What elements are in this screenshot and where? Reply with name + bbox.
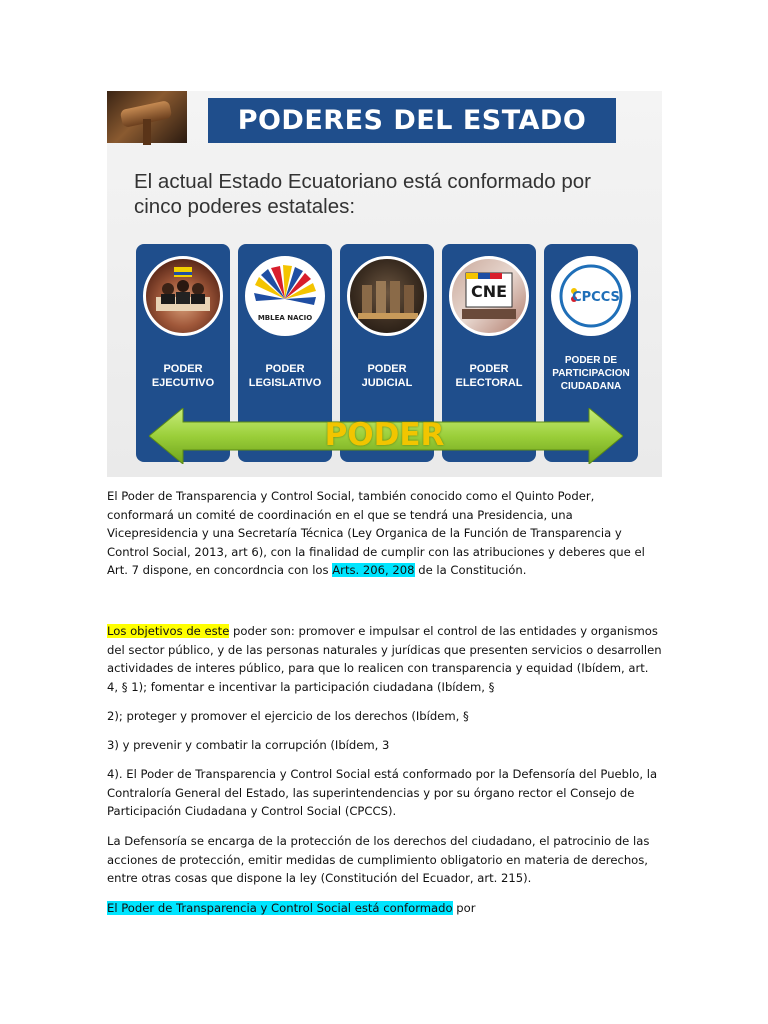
paragraph-conformado-por xyxy=(107,899,663,918)
asamblea-nacional-logo-icon xyxy=(245,256,325,336)
paragraph-text: El Poder de Transparencia y Control Social, también conocido como el Quinto Poder, conformará un comité de coordinación en el que se tendrá una Presidencia, una Vicepresidencia y una Secretaría Técnica (Ley Organica de la Función de Transparencia y Control Social, 2013, art 6), con la finalidad de cumplir con las atribuciones y deberes que el Art. 7 dispone, en concordncia con los xyxy=(107,489,645,577)
paragraph-text: poder son: promover e impulsar el control de las entidades y organismos del sector público, y de las personas naturales y jurídicas que presenten servicios o desarrollen actividades de interes público, para que lo realicen con transparencia y equidad (Ibídem, art. 4, § 1); fomentar e incentivar la participación ciudadana (Ibídem, § xyxy=(107,624,662,694)
gavel-photo xyxy=(107,91,187,143)
highlighted-text: Los objetivos de este xyxy=(107,624,230,638)
highlighted-text: El Poder de Transparencia y Control Social está conformado xyxy=(107,901,453,915)
panel-label: PODER DE PARTICIPACION CIUDADANA xyxy=(552,355,630,392)
paragraph-derechos: 2); proteger y promover el ejercicio de los derechos (Ibídem, § xyxy=(107,709,469,723)
panel-label: PODER ELECTORAL xyxy=(455,363,523,389)
paragraph-quinto-poder xyxy=(107,487,663,580)
infographic-title: PODERES DEL ESTADO xyxy=(237,105,587,136)
courtroom-photo-icon xyxy=(347,256,427,336)
paragraph-text: de la Constitución. xyxy=(414,563,527,577)
paragraph-conformacion: 4). El Poder de Transparencia y Control Social está conformado por la Defensoría del Pueblo, la Contraloría General del Estado, las superintendencias y por su órgano rector el Consejo de Participación Ciudadana y Control Social (CPCCS). xyxy=(107,767,658,818)
poderes-del-estado-infographic xyxy=(107,91,662,477)
panel-label: PODER EJECUTIVO xyxy=(151,363,215,389)
panel-label: PODER LEGISLATIVO xyxy=(248,363,322,389)
paragraph-text: por xyxy=(452,901,476,915)
constitution-articles-link[interactable]: Arts. 206, 208 xyxy=(332,563,415,577)
cabinet-photo-icon xyxy=(143,256,223,336)
infographic-subtitle: El actual Estado Ecuatoriano está conformado por cinco poderes estatales: xyxy=(134,170,591,218)
cne-logo-text: CNE xyxy=(470,282,508,301)
cne-logo-icon xyxy=(449,256,529,336)
paragraph-defensoria: La Defensoría se encarga de la protección de los derechos del ciudadano, el patrocinio de las acciones de protección, emitir medidas de cumplimiento obligatorio en materia de derechos, entre otras cosas que dispone la ley (Constitución del Ecuador, art. 215). xyxy=(107,834,650,885)
cpccs-logo-text: CPCCS xyxy=(572,290,620,305)
cpccs-logo-icon xyxy=(551,256,631,336)
panel-label: PODER JUDICIAL xyxy=(361,363,413,389)
paragraph-corrupcion: 3) y prevenir y combatir la corrupción (Ibídem, 3 xyxy=(107,738,390,752)
arrow-label: PODER xyxy=(324,417,445,453)
paragraph-objetivos xyxy=(107,622,663,696)
infographic-title-bar xyxy=(208,98,616,143)
asamblea-logo-text: MBLEA NACIO xyxy=(257,314,313,322)
